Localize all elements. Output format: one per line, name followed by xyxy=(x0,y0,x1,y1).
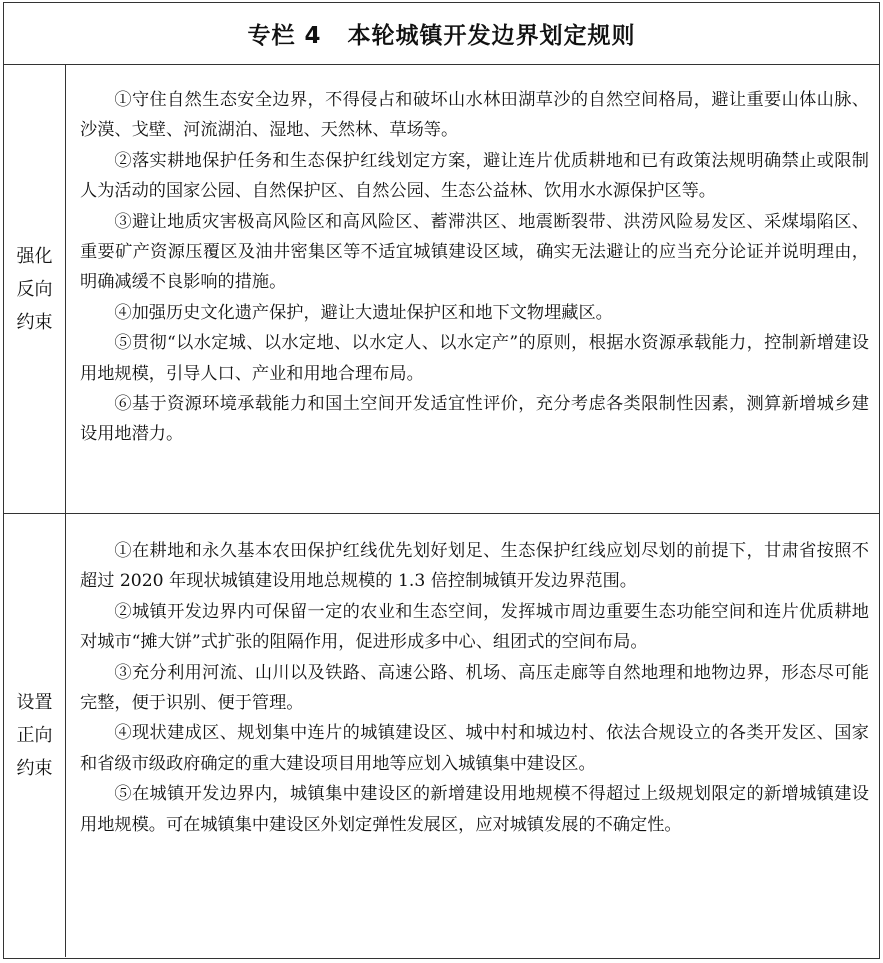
section-content xyxy=(66,514,879,957)
column-number: 专栏 4 xyxy=(247,23,322,49)
section-label-cell xyxy=(4,514,66,957)
rule-paragraph: ⑤在城镇开发边界内，城镇集中建设区的新增建设用地规模不得超过上级规划限定的新增城镇建设用地规模。可在城镇集中建设区外划定弹性发展区，应对城镇发展的不确定性。 xyxy=(80,784,869,835)
rule-paragraph: ⑤贯彻“以水定城、以水定地、以水定人、以水定产”的原则，根据水资源承载能力，控制新增建设用地规模，引导人口、产业和用地合理布局。 xyxy=(80,333,869,384)
rules-table xyxy=(3,2,880,959)
rule-paragraph: ①在耕地和永久基本农田保护红线优先划好划足、生态保护红线应划尽划的前提下，甘肃省按照不超过 2020 年现状城镇建设用地总规模的 1.3 倍控制城镇开发边界范围。 xyxy=(80,541,869,592)
rule-paragraph: ③避让地质灾害极高风险区和高风险区、蓄滞洪区、地震断裂带、洪涝风险易发区、采煤塌陷区、重要矿产资源压覆区及油井密集区等不适宜城镇建设区域，确实无法避让的应当充分论证并说明理由，明确减缓不良影响的措施。 xyxy=(80,211,869,293)
rule-paragraph: ④加强历史文化遗产保护，避让大遗址保护区和地下文物埋藏区。 xyxy=(114,302,613,323)
rule-paragraph: ③充分利用河流、山川以及铁路、高速公路、机场、高压走廊等自然地理和地物边界，形态尽可能完整，便于识别、便于管理。 xyxy=(80,662,869,714)
rule-paragraph: ④现状建成区、规划集中连片的城镇建设区、城中村和城边村、依法合规设立的各类开发区、国家和省级市级政府确定的重大建设项目用地等应划入城镇集中建设区。 xyxy=(80,723,869,774)
section-positive-constraints xyxy=(4,514,879,957)
rule-paragraph: ⑥基于资源环境承载能力和国土空间开发适宜性评价，充分考虑各类限制性因素，测算新增城乡建设用地潜力。 xyxy=(80,394,869,445)
table-title-row xyxy=(4,3,879,65)
section-label-cell xyxy=(4,65,66,513)
column-title-text: 本轮城镇开发边界划定规则 xyxy=(347,23,636,49)
section-label: 强化反向约束 xyxy=(16,245,53,333)
rule-paragraph: ①守住自然生态安全边界，不得侵占和破坏山水林田湖草沙的自然空间格局，避让重要山体山脉、沙漠、戈壁、河流湖泊、湿地、天然林、草场等。 xyxy=(80,90,869,141)
rule-paragraph: ②落实耕地保护任务和生态保护红线划定方案，避让连片优质耕地和已有政策法规明确禁止或限制人为活动的国家公园、自然保护区、自然公园、生态公益林、饮用水水源保护区等。 xyxy=(80,150,869,202)
section-label: 设置正向约束 xyxy=(16,692,53,779)
section-reverse-constraints xyxy=(4,65,879,514)
rule-paragraph: ②城镇开发边界内可保留一定的农业和生态空间，发挥城市周边重要生态功能空间和连片优质耕地对城市“摊大饼”式扩张的阻隔作用，促进形成多中心、组团式的空间布局。 xyxy=(80,601,869,653)
table-title xyxy=(247,17,635,50)
section-content xyxy=(66,65,879,513)
